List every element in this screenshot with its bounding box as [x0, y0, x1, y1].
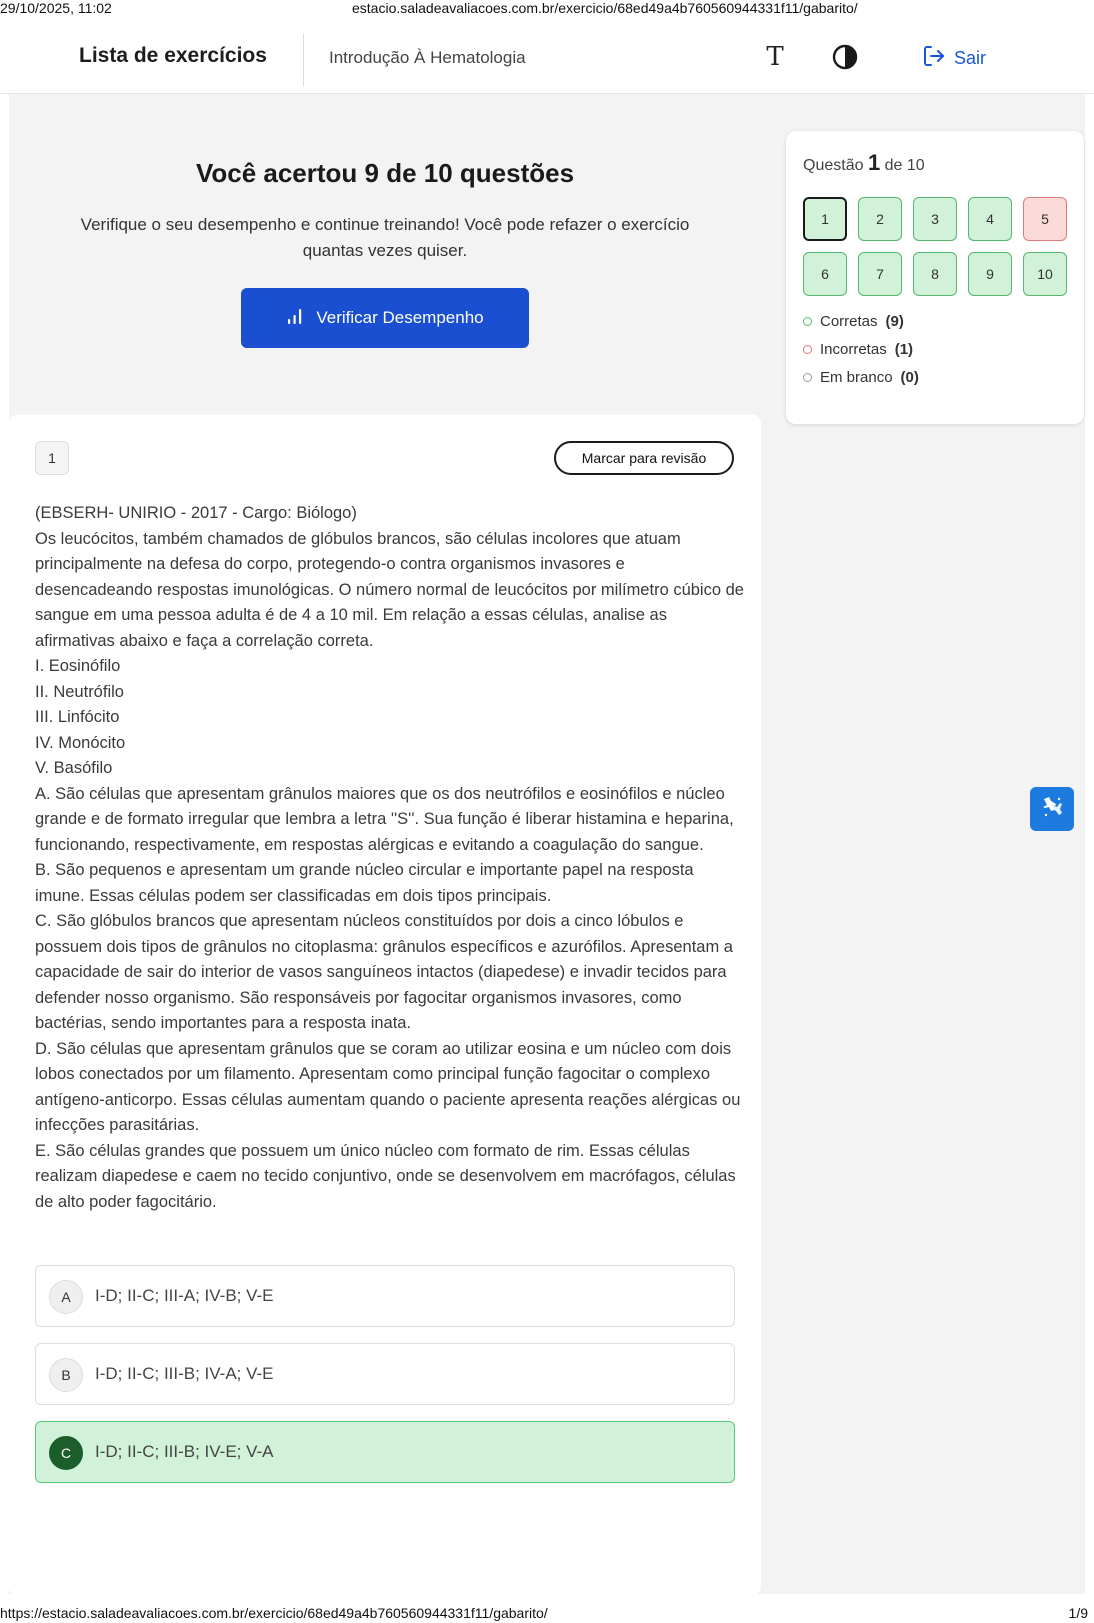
question-paragraph: V. Basófilo: [35, 759, 113, 777]
question-nav-button[interactable]: 10: [1023, 252, 1067, 296]
option-b[interactable]: [35, 1343, 735, 1405]
result-description: Verifique o seu desempenho e continue treinando! Você pode refazer o exercício quantas vezes quiser.: [80, 215, 690, 260]
question-paragraph: I. Eosinófilo: [35, 657, 121, 675]
question-number-badge: 1: [35, 441, 69, 475]
question-nav-button[interactable]: 1: [803, 197, 847, 241]
question-nav-button[interactable]: 7: [858, 252, 902, 296]
question-nav-button[interactable]: 2: [858, 197, 902, 241]
gray-dot-icon: [803, 373, 812, 382]
question-paragraph: II. Neutrófilo: [35, 682, 124, 701]
print-date: 29/10/2025, 11:02: [0, 0, 112, 16]
legend-label: Corretas: [820, 313, 878, 330]
legend-incorrect: [803, 341, 913, 358]
question-nav-button[interactable]: 6: [803, 252, 847, 296]
question-paragraph: E. São células grandes que possuem um único núcleo com formato de rim. Essas células realizam diapedese e caem no tecido conjuntivo, onde se desenvolvem em macrófagos, células de alto poder fagocitário.: [35, 1141, 736, 1211]
legend-count: (1): [894, 341, 914, 358]
legend-label: Em branco: [820, 369, 893, 386]
question-nav-button[interactable]: 3: [913, 197, 957, 241]
option-a[interactable]: [35, 1265, 735, 1327]
legend-count: (0): [900, 369, 919, 386]
option-letter: A: [49, 1280, 83, 1314]
option-letter: C: [49, 1436, 83, 1470]
question-paragraph: Os leucócitos, também chamados de glóbulos brancos, são células incolores que atuam principalmente na defesa do corpo, protegendo-o contra organismos invasores e desencadeando respostas imunológicas. O número normal de leucócitos por milímetro cúbico de sangue em uma pessoa adulta é de 4 a 10 mil. Em relação a essas células, analise as afirmativas abaixo e faça a correlação correta.: [35, 529, 744, 650]
logout-button[interactable]: [922, 46, 986, 70]
question-nav-button[interactable]: 8: [913, 252, 957, 296]
course-name: Introdução À Hematologia: [329, 48, 526, 67]
question-counter: [803, 150, 925, 176]
question-card: [9, 415, 761, 1595]
print-header-url: estacio.saladeavaliacoes.com.br/exercicio/68ed49a4b760560944331f11/gabarito/: [352, 0, 858, 16]
check-performance-button[interactable]: [241, 288, 529, 348]
question-paragraph: C. São glóbulos brancos que apresentam núcleos constituídos por dois a cinco lóbulos e possuem dois tipos de grânulos no citoplasma: grânulos específicos e azurófilos. Apresentam a capacidade de sair do interior de vasos sanguíneos intactos (diapedese) e invadir tecidos para defender nosso organismo. São responsáveis por fagocitar organismos invasores, como bactérias, sendo importantes para a resposta inata.: [35, 912, 733, 1032]
contrast-icon[interactable]: [832, 44, 858, 70]
question-paragraph: D. São células que apresentam grânulos que se coram ao utilizar eosina e um núcleo com dois lobos conectados por um filamento. Apresentam como principal função fagocitar o complexo antígeno-anticorpo. Essas células aumentam quando o paciente apresenta reações alérgicas ou infecções parasitárias.: [35, 1039, 741, 1134]
print-footer-url: https://estacio.saladeavaliacoes.com.br/exercicio/68ed49a4b760560944331f11/gabarito/: [0, 1605, 548, 1621]
option-text: I-D; II-C; III-B; IV-A; V-E: [95, 1364, 274, 1383]
question-paragraph: A. São células que apresentam grânulos maiores que os dos neutrófilos e eosinófilos e núcleo grande e de formato irregular que lembra a letra ''S''. Sua função é liberar histamina e heparina, funcionando, respectivamente, em respostas alérgicas e evitando a coagulação do sangue.: [35, 784, 734, 854]
counter-current: 1: [867, 150, 881, 175]
green-dot-icon: [803, 317, 812, 326]
sign-language-button[interactable]: [1030, 787, 1074, 831]
header-divider: [303, 34, 304, 86]
font-size-icon[interactable]: T: [766, 42, 784, 72]
question-paragraph: III. Linfócito: [35, 708, 120, 726]
question-nav-button[interactable]: 5: [1023, 197, 1067, 241]
option-c[interactable]: [35, 1421, 735, 1483]
logout-label: Sair: [954, 47, 987, 68]
print-page-number: 1/9: [1068, 1605, 1088, 1621]
legend-blank: [803, 369, 919, 386]
result-summary: [9, 94, 761, 414]
option-text: I-D; II-C; III-A; IV-B; V-E: [95, 1286, 274, 1305]
logout-icon: [922, 44, 946, 73]
sign-language-hands-icon: [1038, 793, 1066, 826]
result-title: Você acertou 9 de 10 questões: [195, 158, 575, 188]
question-paragraph: B. São pequenos e apresentam um grande núcleo circular e importante papel na resposta imune. Essas células podem ser classificadas em dois tipos principais.: [35, 861, 694, 905]
question-nav-button[interactable]: 4: [968, 197, 1012, 241]
print-header: [0, 0, 1094, 16]
top-navbar: [0, 16, 1094, 94]
question-paragraph: IV. Monócito: [35, 733, 126, 752]
option-letter: B: [49, 1358, 83, 1392]
counter-prefix: Questão: [803, 157, 864, 174]
app-title: Lista de exercícios: [79, 44, 267, 67]
question-nav-button[interactable]: 9: [968, 252, 1012, 296]
mark-for-review-button[interactable]: Marcar para revisão: [554, 441, 734, 475]
question-text: [35, 501, 745, 1215]
red-dot-icon: [803, 345, 812, 354]
legend-count: (9): [885, 313, 904, 330]
question-paragraph: (EBSERH- UNIRIO - 2017 - Cargo: Biólogo): [35, 504, 357, 522]
question-navigator: [786, 131, 1084, 424]
legend-correct: [803, 313, 904, 330]
print-footer: [0, 1605, 1094, 1623]
check-performance-label: Verificar Desempenho: [316, 308, 484, 327]
bar-chart-icon: [286, 307, 304, 330]
counter-suffix: de 10: [884, 157, 925, 174]
legend-label: Incorretas: [820, 341, 887, 358]
option-text: I-D; II-C; III-B; IV-E; V-A: [95, 1442, 274, 1461]
